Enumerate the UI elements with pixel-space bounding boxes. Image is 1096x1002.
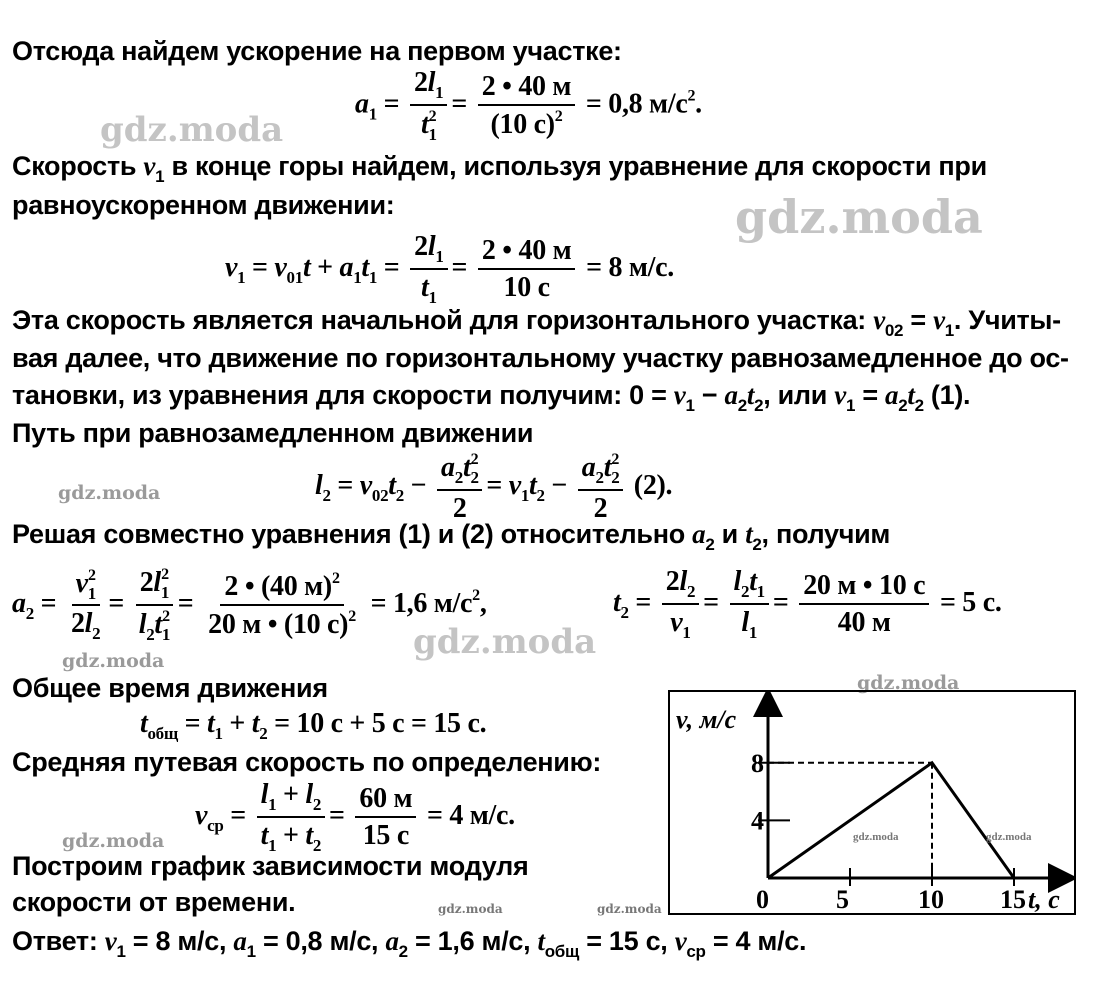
text-line-10: Средняя путевая скорость по определению: [12, 747, 602, 777]
x-tick-label: 15 [1000, 885, 1026, 914]
formula-v1: $v_1 = v_{01}t + a_1t_1$ = $\frac{2l_1}{t_1}$ = $\frac{2 • 40 м}{10 с}$ = 8 м/с. [225, 231, 674, 307]
watermark: gdz.moda [413, 622, 597, 662]
watermark: gdz.moda [735, 190, 983, 244]
text-line-9: Общее время движения [12, 673, 328, 703]
y-tick-label: 4 [751, 806, 764, 836]
watermark: gdz.moda [438, 902, 503, 916]
series-line [768, 763, 1014, 878]
watermark: gdz.moda [62, 650, 165, 672]
watermark: gdz.moda [62, 830, 165, 852]
formula-t2: $t_2$ = $\frac{2l_2}{v_1}$ = $\frac{l_2t_1}{l_1}$ = $\frac{20 м • 10 с}{40 м}$ = 5 с. [613, 566, 1002, 642]
y-axis-label: v, м/с [676, 705, 737, 734]
watermark: gdz.moda [857, 672, 960, 694]
formula-l2: $l_2 = v_{02}t_2$ − $\frac{a_2t_2^2}{2}$ = $v_1t_2$ − $\frac{a_2t_2^2}{2}$ (2). [315, 451, 673, 524]
y-tick-label: 8 [751, 748, 764, 778]
x-tick-label: 0 [756, 885, 769, 914]
text-line-5: вая далее, что движение по горизонтальному участку равнозамедленное до ос- [12, 343, 1069, 373]
text-line-7: Путь при равнозамедленном движении [12, 418, 534, 448]
text-line-11: Построим график зависимости модуля [12, 851, 529, 881]
formula-t-total: $t_{общ} = t_1 + t_2 = 10$ с + 5 с = 15 с. [140, 708, 487, 743]
watermark: gdz.moda [597, 902, 662, 916]
text-line-4: Эта скорость является начальной для горизонтального участка: $v_{02} = v_1$. Учиты- [12, 305, 1061, 340]
formula-v-avg: $v_{ср}$ = $\frac{l_1 + l_2}{t_1 + t_2}$ = $\frac{60 м}{15 с}$ = 4 м/с. [195, 779, 515, 855]
watermark: gdz.moda [58, 482, 161, 504]
text-line-6: тановки, из уравнения для скорости получим: $0 = v_1 - a_2t_2$, или $v_1 = a_2t_2$ (1). [12, 380, 971, 415]
watermark: gdz.moda [100, 110, 284, 150]
text-line-2: Скорость $v_1$ в конце горы найдем, используя уравнение для скорости при [12, 151, 987, 186]
answer-line: Ответ: $v_1 = 8$ м/с, $a_1 = 0,8$ м/с, $a_2 = 1,6$ м/с, $t_{общ} = 15$ с, $v_{ср} = 4$ м/с. [12, 926, 807, 961]
text-line-8: Решая совместно уравнения (1) и (2) относительно $a_2$ и $t_2$, получим [12, 519, 891, 554]
text-line-12: скорости от времени. [12, 887, 296, 917]
x-tick-label: 10 [918, 885, 944, 914]
formula-a2: $a_2$ = $\frac{v_1^2}{2l_2}$ = $\frac{2l_1^2}{l_2t_1^2}$ = $\frac{2 • (40 м)^2}{20 м • (10 с)^2}$ = 1,6 $м/с^2$, [12, 566, 487, 644]
watermark: gdz.moda [986, 831, 1032, 843]
x-axis-label: t, c [1028, 885, 1060, 914]
x-tick-label: 5 [836, 885, 849, 914]
text-line-3: равноускоренном движении: [12, 190, 395, 220]
velocity-time-chart [668, 690, 1076, 915]
watermark: gdz.moda [853, 831, 899, 843]
text-line-1: Отсюда найдем ускорение на первом участке: [12, 36, 622, 66]
formula-a1: $a_1$ = $\frac{2l_1}{t_1^2}$ = $\frac{2 • 40 м}{(10 с)^2}$ = 0,8 $м/с^2$. [355, 67, 702, 144]
